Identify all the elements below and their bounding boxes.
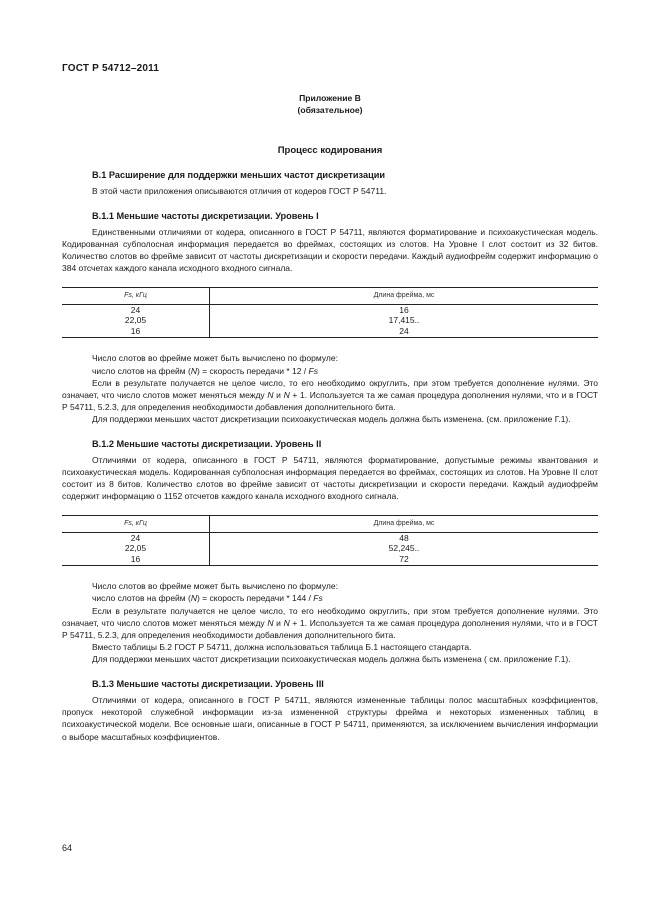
table-cell-fs: 24 [130,304,141,315]
section-title: Процесс кодирования [277,145,383,156]
table-header-fs: Fs, кГц [62,515,210,532]
table-header-frame-length: Длина фрейма, мс [210,515,599,532]
heading-b11: В.1.1 Меньшие частоты дискретизации. Уровень I [92,210,319,221]
table-row [62,532,598,543]
frame-length-table-level-2 [62,515,598,567]
table-cell-length: 24 [210,326,599,338]
page-number: 64 [62,843,73,853]
annex-title: Приложение В [299,93,361,103]
b11-paragraph-1: Единственными отличиями от кодера, описанного в ГОСТ Р 54711, являются форматирование и психоакустическая модель. Кодированная субполосная информация передается во фреймах, состоящих из слотов. На Уровне I слот состоит из 32 битов. Количество слотов во фрейме зависит от частоты дискретизации и скорости передачи. Каждый аудиофрейм содержит информацию о 384 отсчетах каждого канала исходного входного сигнала. [62,226,598,274]
table-cell-length: 72 [210,554,599,566]
table-row [62,326,598,338]
table-header-fs: Fs, кГц [62,287,210,304]
table-cell-fs: 22,05 [124,543,147,554]
table-cell-length: 52,245.. [210,543,599,554]
b11-paragraph-2: Если в результате получается не целое число, то его необходимо округлить, при этом требуется дополнение нулями. Это означает, что число слотов может меняться между N и N + 1. Используется та же самая процедура дополнения нулями, что и в ГОСТ Р 54711, 5.2.3, для определения необходимости добавления дополнительного бита. [62,377,598,413]
b11-paragraph-3: Для поддержки меньших частот дискретизации психоакустическая модель должна быть изменена. (см. приложение Г.1). [92,414,571,425]
table-cell-length: 17,415.. [210,315,599,326]
table-row [62,543,598,554]
table-cell-fs: 16 [62,554,210,566]
table-cell-fs: 16 [62,326,210,338]
table-header-frame-length: Длина фрейма, мс [210,287,599,304]
table-row [62,554,598,566]
frame-length-table-level-1 [62,287,598,339]
table-row [62,315,598,326]
table-cell-length: 48 [210,532,599,543]
b12-paragraph-1: Отличиями от кодера, описанного в ГОСТ Р 54711, являются форматирование, допустымые режимы квантования и психоакустическая модель. Кодированная субполосная информация передается во фреймах, состоящих из слотов. На Уровне II слот состоит из 8 битов. Количество слотов во фрейме зависит от частоты дискретизации и скорости передачи. Каждый аудиофрейм содержит информацию о 1152 отсчетов каждого канала исходного входного сигнала. [62,454,598,502]
heading-b1: В.1 Расширение для поддержки меньших частот дискретизации [92,170,386,181]
page-content [62,92,598,743]
b11-formula-intro: Число слотов во фрейме может быть вычислено по формуле: [92,353,338,364]
b12-paragraph-3: Вместо таблицы Б.2 ГОСТ Р 54711, должна использоваться таблица Б.1 настоящего стандарта. [92,642,472,653]
table-cell-length: 16 [210,304,599,315]
heading-b13: В.1.3 Меньшие частоты дискретизации. Уровень III [92,678,324,689]
b12-paragraph-2: Если в результате получается не целое число, то его необходимо округлить, при этом требуется дополнение нулями. Это означает, что число слотов может меняться между N и N + 1. Используется та же самая процедура дополнения нулями, что и в ГОСТ Р 54711, 5.2.3, для определения необходимости добавления дополнительного бита. [62,605,598,641]
table-cell-fs: 22,05 [124,315,147,326]
b12-paragraph-4: Для поддержки меньших частот дискретизации психоакустическая модель должна быть изменена ( см. приложение Г.1). [92,654,571,665]
b12-formula-intro: Число слотов во фрейме может быть вычислено по формуле: [92,581,338,592]
b12-formula: число слотов на фрейм (N) = скорость передачи * 144 / Fs [92,593,323,604]
b1-intro: В этой части приложения описываются отличия от кодеров ГОСТ Р 54711. [92,186,387,197]
b13-paragraph-1: Отличиями от кодера, описанного в ГОСТ Р 54711, являются измененные таблицы полос масштабных коэффициентов, пропуск некоторой служебной информации из-за измененной структуры фрейма и некоторых измененных таблиц в психоакустической модели. Все основные шаги, описанные в ГОСТ Р 54711, применяются, за исключением вычисления информации о выборе масштабных коэффициентов. [62,694,598,742]
annex-subtitle: (обязательное) [297,105,363,115]
b11-formula: число слотов на фрейм (N) = скорость передачи * 12 / Fs [92,365,318,376]
standard-header: ГОСТ Р 54712–2011 [62,63,160,74]
table-cell-fs: 24 [130,532,141,543]
table-row [62,304,598,315]
heading-b12: В.1.2 Меньшие частоты дискретизации. Уровень II [92,438,322,449]
